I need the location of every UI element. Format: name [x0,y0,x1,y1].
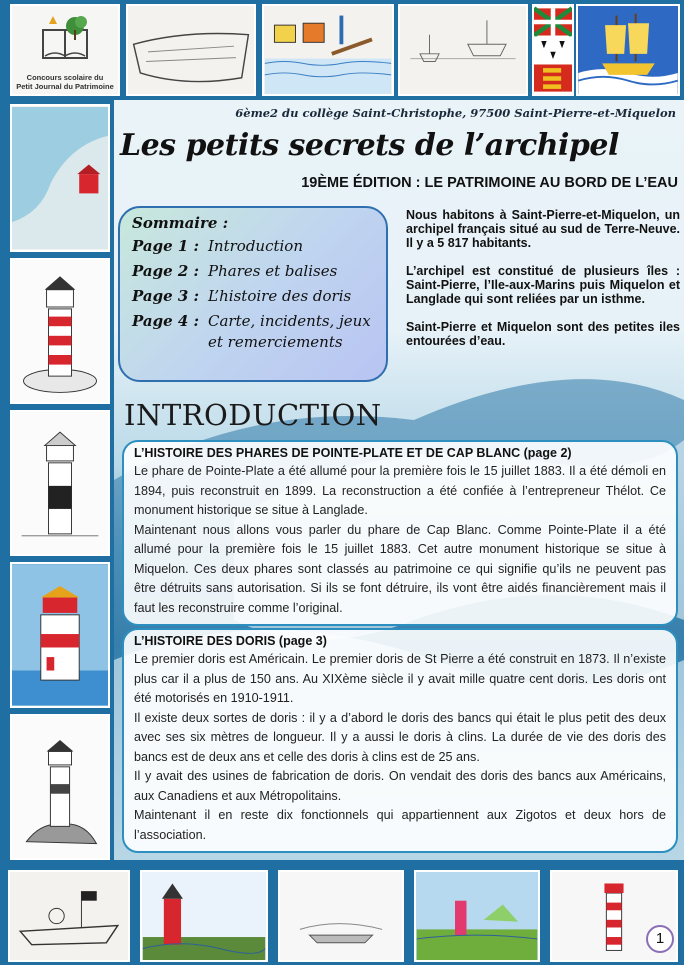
toc-label: L’histoire des doris [208,287,352,305]
table-of-contents [118,206,388,382]
article-paragraph: Il y avait des usines de fabrication de doris. On vendait des doris des bancs aux Américains, aux Canadiens et aux Métropolitains. [134,769,666,803]
intro-paragraph: Nous habitons à Saint-Pierre-et-Miquelon, un archipel français situé au sud de Terre-Neuve. Il y a 5 817 habitants. [406,208,680,250]
drawing-lighthouse-rock [10,714,110,860]
spm-flag [576,4,680,96]
book-tree-logo-icon [35,10,95,66]
drawing-coast-house [10,104,110,252]
school-info: 6ème2 du collège Saint-Christophe, 97500 Saint-Pierre-et-Miquelon [235,106,676,120]
drawing-harbour [262,4,394,96]
drawing-pencil-boat [278,870,404,962]
edition-subtitle: 19ÈME ÉDITION : LE PATRIMOINE AU BORD DE L’EAU [301,175,678,191]
article-paragraph: Il existe deux sortes de doris : il y a d’abord le doris des bancs qui était le plus petit des deux avec ses six mètres de longueur. Il y a aussi le doris à clins. La durée de vie des doris des bancs est de deux ans et celle des doris à clins est de 25 ans. [134,710,666,764]
article-heading: L’HISTOIRE DES DORIS (page 3) [134,634,327,648]
drawing-landscape-lighthouse [414,870,540,962]
drawing-boat-hull [126,4,256,96]
toc-page: Page 4 : [132,312,200,330]
section-heading: INTRODUCTION [124,398,382,432]
article-lighthouses [122,440,678,626]
page-number: 1 [646,925,674,953]
toc-title: Sommaire : [132,214,229,232]
toc-item[interactable] [132,261,374,282]
flags-column [532,4,574,96]
drawing-sketch-boats [398,4,528,96]
toc-page: Page 1 : [132,237,200,255]
contest-logo [10,4,120,96]
toc-page: Page 3 : [132,287,200,305]
drawing-lighthouse-black [10,410,110,556]
toc-label: Introduction [208,237,303,255]
intro-paragraph: Saint-Pierre et Miquelon sont des petites iles entourées d’eau. [406,320,680,348]
toc-page: Page 2 : [132,262,200,280]
toc-item[interactable] [132,286,374,307]
drawing-lighthouse-red-color [10,562,110,708]
article-heading: L’HISTOIRE DES PHARES DE POINTE-PLATE ET DE CAP BLANC (page 2) [134,446,572,460]
drawing-doris-boat [8,870,130,962]
intro-paragraph: L’archipel est constitué de plusieurs îles : Saint-Pierre, l’Ile-aux-Marins puis Miquelon et Langlade qui sont reliées par un isthme. [406,264,680,306]
article-doris [122,628,678,853]
logo-caption-2: Petit Journal du Patrimoine [16,82,114,91]
drawing-lighthouse-striped [10,258,110,404]
logo-caption-1: Concours scolaire du [26,73,104,82]
toc-label: Carte, incidents, jeux et remerciements [208,312,371,351]
article-paragraph: Le phare de Pointe-Plate a été allumé pour la première fois le 15 juillet 1883. Il a été démoli en 1894, puis reconstruit en 1899. La reconstruction a été confiée à l’entrepreneur Thélot. Ce monument historique se situe à Langlade. [134,464,666,517]
article-paragraph: Maintenant il en reste dix fonctionnels qui appartiennent aux Zigotos et deux hors de l’association. [134,808,666,842]
toc-label: Phares et balises [208,262,338,280]
intro-text [406,208,680,362]
article-paragraph: Le premier doris est Américain. Le premier doris de St Pierre a été construit en 1873. Il n’existe plus car il a plus de 150 ans. Au XIXème siècle il y avait mille quatre cent doris. Les doris ont été motorisés en 1910-1911. [134,652,666,705]
main-content [114,100,684,860]
article-paragraph: Maintenant nous allons vous parler du phare de Cap Blanc. Comme Pointe-Plate il a été allumé pour la première fois le 15 juillet 1883. Cet autre monument historique se situe à Miquelon. Ces deux phares sont classés au patrimoine ce qui signifie qu’ils ne peuvent pas être détruits sans autorisation. Si ils se font détruire, ils vont être aidés financièrement mais il faut les reconstruire comme l’original. [134,522,666,615]
toc-item[interactable] [132,236,374,257]
page-title: Les petits secrets de l’archipel [120,128,619,163]
drawing-red-tower [140,870,268,962]
toc-item[interactable] [132,311,374,353]
